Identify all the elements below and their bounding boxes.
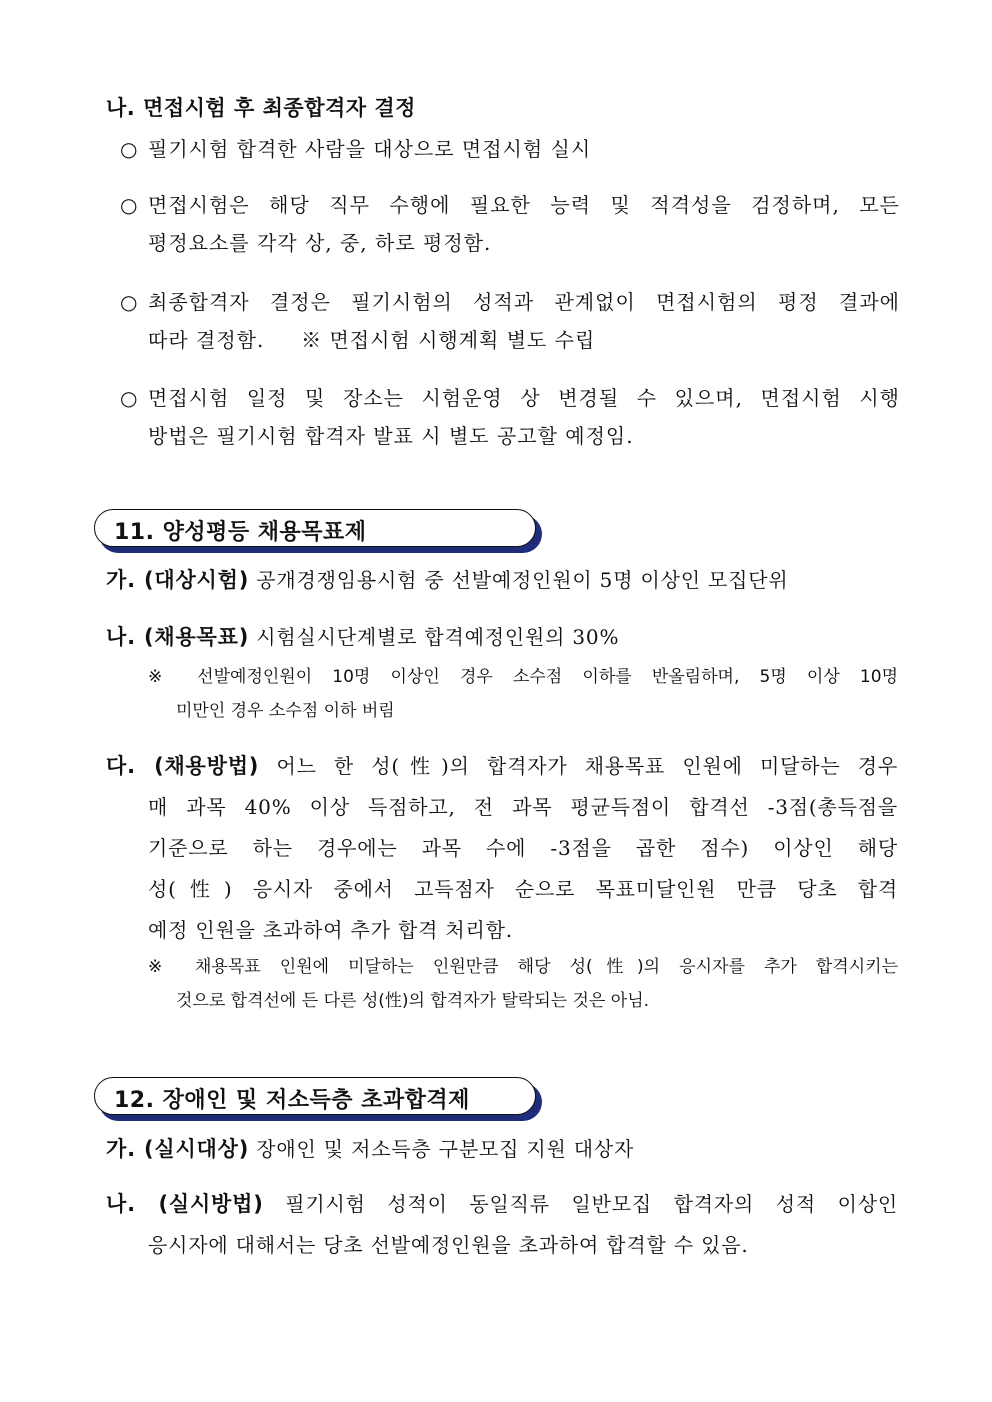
item-text: 매 과목 40% 이상 득점하고, 전 과목 평균득점이 합격선 -3점(총득점을 bbox=[148, 795, 898, 819]
item-text: 시험실시단계별로 합격예정인원의 30% bbox=[249, 625, 620, 649]
item-text: 예정 인원을 초과하여 추가 합격 처리함. bbox=[148, 918, 513, 942]
bullet-text: 면접시험 일정 및 장소는 시험운영 상 변경될 수 있으며, 면접시험 시행 bbox=[148, 386, 900, 410]
note-text: ※ 선발예정인원이 10명 이상인 경우 소수점 이하를 반올림하며, 5명 이상 10명 bbox=[148, 667, 898, 687]
bullet-text: 면접시험은 해당 직무 수행에 필요한 능력 및 적격성을 검정하며, 모든 bbox=[148, 193, 900, 217]
item-lead: 다. (채용방법) bbox=[106, 754, 260, 778]
item-na-goal bbox=[106, 617, 898, 658]
section-title-12: 12. 장애인 및 저소득층 초과합격제 bbox=[114, 1088, 470, 1113]
item-text: 필기시험 성적이 동일직류 일반모집 합격자의 성적 이상인 bbox=[263, 1192, 898, 1216]
item-text: 공개경쟁임용시험 중 선발예정인원이 5명 이상인 모집단위 bbox=[249, 568, 789, 592]
note-additional-pass bbox=[148, 950, 898, 1018]
bullet-item-3 bbox=[120, 283, 900, 359]
note-text: 미만인 경우 소수점 이하 버림 bbox=[176, 701, 395, 721]
item-da-method bbox=[106, 746, 898, 951]
section-title-11: 11. 양성평등 채용목표제 bbox=[114, 520, 367, 545]
bullet-item-1 bbox=[120, 130, 900, 168]
bullet-text: 방법은 필기시험 합격자 발표 시 별도 공고할 예정임. bbox=[148, 424, 634, 448]
bullet-text: 최종합격자 결정은 필기시험의 성적과 관계없이 면접시험의 평정 결과에 bbox=[148, 290, 900, 314]
bullet-text: 평정요소를 각각 상, 중, 하로 평정함. bbox=[148, 231, 492, 255]
item-text: 어느 한 성(性)의 합격자가 채용목표 인원에 미달하는 경우 bbox=[259, 754, 898, 778]
bullet-mark: ○ bbox=[120, 386, 139, 410]
item-text: 성(性) 응시자 중에서 고득점자 순으로 목표미달인원 만큼 당초 합격 bbox=[148, 877, 898, 901]
bullet-mark: ○ bbox=[120, 290, 139, 314]
bullet-item-4 bbox=[120, 379, 900, 455]
bullet-mark: ○ bbox=[120, 193, 139, 217]
note-rounding bbox=[148, 660, 898, 728]
item-lead: 가. (대상시험) bbox=[106, 568, 250, 592]
item-text: 응시자에 대해서는 당초 선발예정인원을 초과하여 합격할 수 있음. bbox=[148, 1233, 749, 1257]
section-heading-interview: 나. 면접시험 후 최종합격자 결정 bbox=[106, 96, 416, 120]
item-lead: 나. (실시방법) bbox=[106, 1192, 264, 1216]
section-title-box-11 bbox=[94, 509, 536, 547]
bullet-text: 필기시험 합격한 사람을 대상으로 면접시험 실시 bbox=[148, 137, 592, 161]
item-text: 기준으로 하는 경우에는 과목 수에 -3점을 곱한 점수) 이상인 해당 bbox=[148, 836, 898, 860]
bullet-text: 따라 결정함. ※ 면접시험 시행계획 별도 수립 bbox=[148, 328, 596, 352]
note-text: ※ 채용목표 인원에 미달하는 인원만큼 해당 성(性)의 응시자를 추가 합격시키는 bbox=[148, 957, 898, 977]
bullet-item-2 bbox=[120, 186, 900, 262]
note-text: 것으로 합격선에 든 다른 성(性)의 합격자가 탈락되는 것은 아님. bbox=[176, 991, 650, 1011]
item-ga-eligibility bbox=[106, 1129, 898, 1170]
bullet-mark: ○ bbox=[120, 137, 139, 161]
item-ga-target bbox=[106, 560, 898, 601]
item-na-procedure bbox=[106, 1184, 898, 1266]
section-title-box-12 bbox=[94, 1077, 536, 1115]
item-text: 장애인 및 저소득층 구분모집 지원 대상자 bbox=[249, 1137, 635, 1161]
item-lead: 가. (실시대상) bbox=[106, 1137, 250, 1161]
item-lead: 나. (채용목표) bbox=[106, 625, 250, 649]
